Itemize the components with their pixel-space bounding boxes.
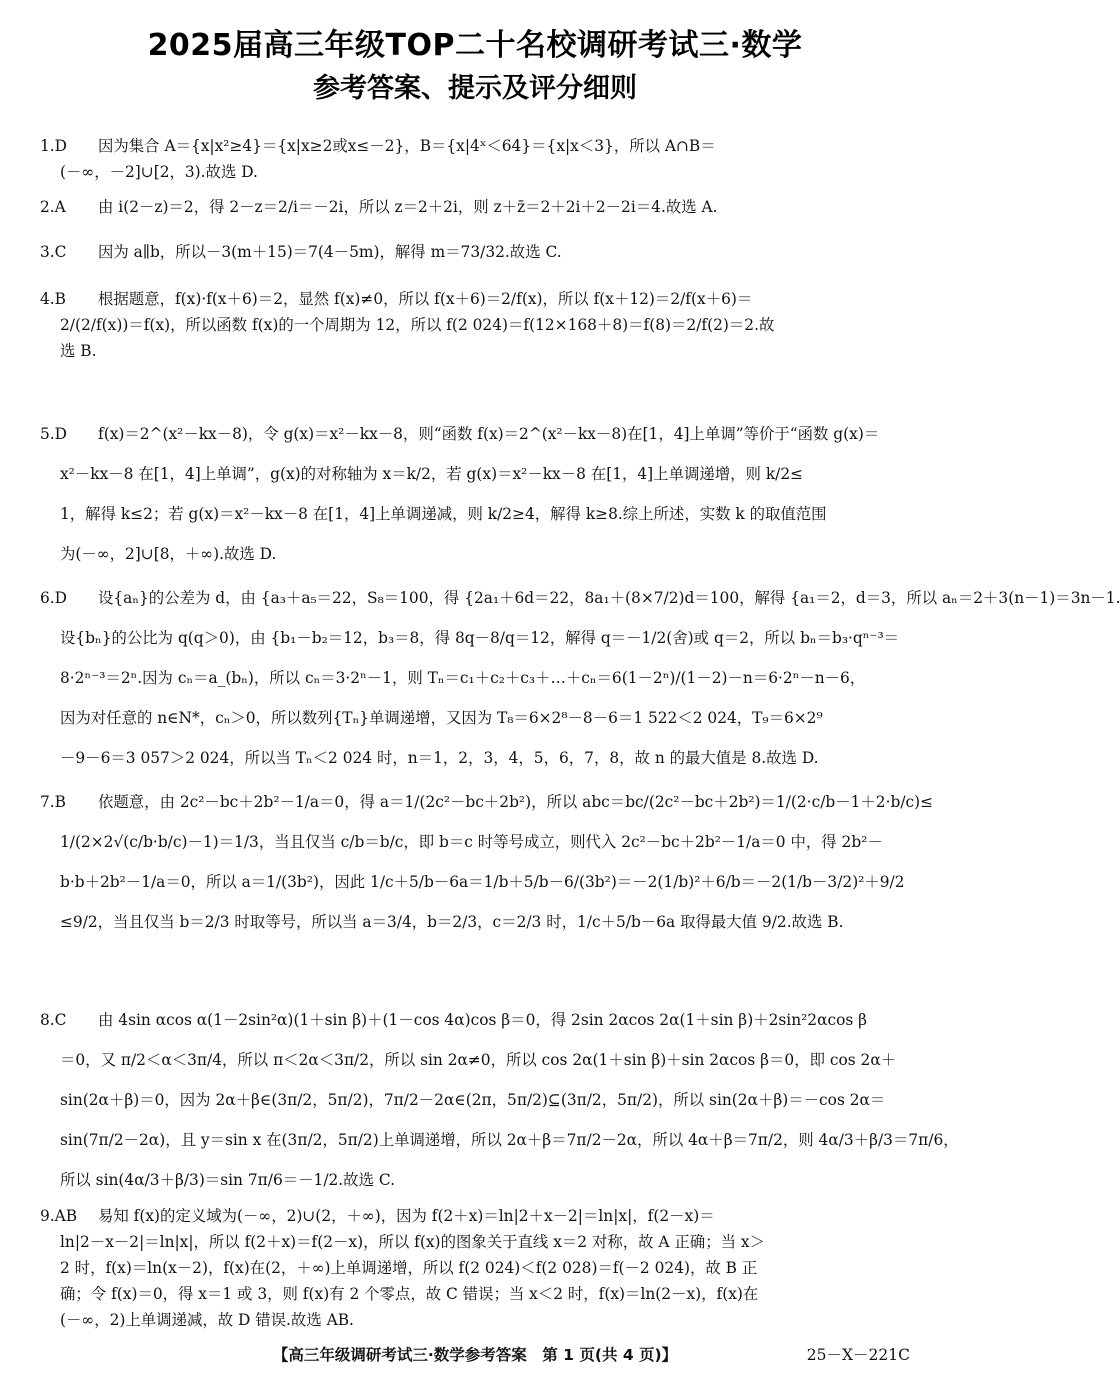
answer-number: 5.D (40, 425, 68, 443)
answer-text: 1，解得 k≤2；若 g(x)＝x²－kx－8 在[1，4]上单调递减，则 k/2≥4，解得 k≥8.综上所述，实数 k 的取值范围 (60, 505, 827, 523)
footer-page-info: 【高三年级调研考试三·数学参考答案 第 1 页(共 4 页)】 (272, 1346, 678, 1364)
answer-item (40, 1203, 914, 1333)
answer-item (40, 1000, 959, 1200)
answer-line (40, 1281, 914, 1307)
answer-text: sin(2α＋β)＝0，因为 2α＋β∈(3π/2，5π/2)，7π/2－2α∈(2π，5π/2)⊆(3π/2，5π/2)，所以 sin(2α＋β)＝－cos 2α＝ (60, 1091, 886, 1109)
answer-line (40, 494, 914, 534)
answer-text: 根据题意，f(x)·f(x＋6)＝2，显然 f(x)≠0，所以 f(x＋6)＝2/f(x)，所以 f(x＋12)＝2/f(x＋6)＝ (98, 290, 753, 308)
answer-text: 8·2ⁿ⁻³＝2ⁿ.因为 cₙ＝a_(bₙ)，所以 cₙ＝3·2ⁿ－1，则 Tₙ＝c₁＋c₂＋c₃＋…＋cₙ＝6(1－2ⁿ)/(1－2)－n＝6·2ⁿ－n－6， (60, 669, 866, 687)
answer-line (40, 698, 914, 738)
answer-text: －9－6＝3 057＞2 024，所以当 Tₙ＜2 024 时，n＝1，2，3，4，5，6，7，8，故 n 的最大值是 8.故选 D. (60, 749, 819, 767)
answer-text: 易知 f(x)的定义域为(－∞，2)∪(2，＋∞)，因为 f(2＋x)＝ln|2＋x－2|＝ln|x|，f(2－x)＝ (98, 1207, 715, 1225)
answer-item (40, 194, 914, 220)
answer-text: 2 时，f(x)＝ln(x－2)，f(x)在(2，＋∞)上单调递增，所以 f(2 024)＜f(2 028)＝f(－2 024)，故 B 正 (60, 1259, 758, 1277)
answer-line (40, 159, 914, 185)
answer-line (40, 1229, 914, 1255)
answer-number: 9.AB (40, 1207, 78, 1225)
answer-line (40, 658, 914, 698)
answer-text: (－∞，－2]∪[2，3).故选 D. (60, 163, 258, 181)
answer-line (40, 822, 914, 862)
answer-line (40, 1307, 914, 1333)
answer-number: 8.C (40, 1011, 67, 1029)
answer-text: 所以 sin(4α/3＋β/3)＝sin 7π/6＝－1/2.故选 C. (60, 1171, 395, 1189)
answer-line (40, 194, 914, 220)
answer-line (40, 738, 914, 778)
answer-text: 为(－∞，2]∪[8，＋∞).故选 D. (60, 545, 277, 563)
answer-text: 因为 a∥b，所以－3(m＋15)＝7(4－5m)，解得 m＝73/32.故选 C. (98, 243, 562, 261)
answer-item (40, 414, 914, 574)
answer-text: ＝0，又 π/2＜α＜3π/4，所以 π＜2α＜3π/2，所以 sin 2α≠0，所以 cos 2α(1＋sin β)＋sin 2αcos β＝0，即 cos 2α＋ (60, 1051, 897, 1069)
answer-text: 1/(2×2√(c/b·b/c)－1)＝1/3，当且仅当 c/b＝b/c，即 b＝c 时等号成立，则代入 2c²－bc＋2b²－1/a＝0 中，得 2b²－ (60, 833, 883, 851)
answer-text: f(x)＝2^(x²－kx－8)，令 g(x)＝x²－kx－8，则“函数 f(x)＝2^(x²－kx－8)在[1，4]上单调”等价于“函数 g(x)＝ (98, 425, 880, 443)
answer-line (40, 1255, 914, 1281)
answer-line (40, 286, 914, 312)
answer-line (40, 862, 914, 902)
answer-item (40, 578, 1120, 778)
answer-text: ln|2－x－2|＝ln|x|，所以 f(2＋x)＝f(2－x)，所以 f(x)的图象关于直线 x＝2 对称，故 A 正确；当 x＞ (60, 1233, 765, 1251)
answer-text: 依题意，由 2c²－bc＋2b²－1/a＝0，得 a＝1/(2c²－bc＋2b²)，所以 abc＝bc/(2c²－bc＋2b²)＝1/(2·c/b－1＋2·b/c)≤ (98, 793, 934, 811)
answer-text: 设{aₙ}的公差为 d，由 {a₃＋a₅＝22，S₈＝100，得 {2a₁＋6d＝22，8a₁＋(8×7/2)d＝100，解得 {a₁＝2，d＝3，所以 aₙ＝2＋3(n－1)＝3n－1. (98, 589, 1120, 607)
answer-text: (－∞，2)上单调递减，故 D 错误.故选 AB. (60, 1311, 354, 1329)
answer-text: 设{bₙ}的公比为 q(q＞0)，由 {b₁－b₂＝12，b₃＝8，得 8q－8/q＝12，解得 q＝－1/2(舍)或 q＝2，所以 bₙ＝b₃·qⁿ⁻³＝ (60, 629, 900, 647)
answer-number: 3.C (40, 243, 67, 261)
answer-text: 由 i(2－z)＝2，得 2－z＝2/i＝－2i，所以 z＝2＋2i，则 z＋z̄＝2＋2i＋2－2i＝4.故选 A. (98, 198, 718, 216)
answer-line (40, 1080, 914, 1120)
page-title: 2025届高三年级TOP二十名校调研考试三·数学 (147, 28, 803, 63)
answer-text: 选 B. (60, 342, 97, 360)
answer-number: 4.B (40, 290, 66, 308)
answer-line (40, 578, 1120, 618)
answer-number: 6.D (40, 589, 68, 607)
answer-line (40, 239, 914, 265)
answer-line (40, 312, 914, 338)
answer-line (40, 414, 914, 454)
answer-text: ≤9/2，当且仅当 b＝2/3 时取等号，所以当 a＝3/4，b＝2/3，c＝2/3 时，1/c＋5/b－6a 取得最大值 9/2.故选 B. (60, 913, 844, 931)
answer-line (40, 618, 914, 658)
answer-line (40, 133, 914, 159)
answer-item (40, 286, 914, 364)
answer-item (40, 239, 914, 265)
answer-line (40, 1160, 914, 1200)
answer-number: 1.D (40, 137, 68, 155)
answer-line (40, 1203, 914, 1229)
answer-line (40, 1000, 914, 1040)
answer-line (40, 1040, 914, 1080)
answer-text: 由 4sin αcos α(1－2sin²α)(1＋sin β)＋(1－cos 4α)cos β＝0，得 2sin 2αcos 2α(1＋sin β)＋2sin²2αcos β (98, 1011, 868, 1029)
answer-line (40, 1120, 959, 1160)
answer-item (40, 133, 914, 185)
answer-text: 因为集合 A＝{x|x²≥4}＝{x|x≥2或x≤－2}，B＝{x|4ˣ＜64}＝{x|x＜3}，所以 A∩B＝ (98, 137, 716, 155)
answer-text: x²－kx－8 在[1，4]上单调”，g(x)的对称轴为 x＝k/2，若 g(x)＝x²－kx－8 在[1，4]上单调递增，则 k/2≤ (60, 465, 804, 483)
answer-number: 7.B (40, 793, 66, 811)
answer-line (40, 338, 914, 364)
answer-text: b·b＋2b²－1/a＝0，所以 a＝1/(3b²)，因此 1/c＋5/b－6a＝1/b＋5/b－6/(3b²)＝－2(1/b)²＋6/b＝－2(1/b－3/2)²＋9/2 (60, 873, 905, 891)
answer-line (40, 782, 934, 822)
answer-number: 2.A (40, 198, 66, 216)
answer-text: sin(7π/2－2α)，且 y＝sin x 在(3π/2，5π/2)上单调递增，所以 2α＋β＝7π/2－2α，所以 4α＋β＝7π/2，则 4α/3＋β/3＝7π/6， (60, 1131, 959, 1149)
answer-line (40, 454, 914, 494)
answer-text: 因为对任意的 n∈N*，cₙ＞0，所以数列{Tₙ}单调递增，又因为 T₈＝6×2⁸－8－6＝1 522＜2 024，T₉＝6×2⁹ (60, 709, 823, 727)
answer-item (40, 782, 934, 942)
footer-code: 25－X－221C (806, 1346, 910, 1364)
page-subtitle: 参考答案、提示及评分细则 (313, 73, 637, 104)
answer-text: 2/(2/f(x))＝f(x)，所以函数 f(x)的一个周期为 12，所以 f(2 024)＝f(12×168＋8)＝f(8)＝2/f(2)＝2.故 (60, 316, 775, 334)
answer-line (40, 534, 914, 574)
answer-text: 确；令 f(x)＝0，得 x＝1 或 3，则 f(x)有 2 个零点，故 C 错误；当 x＜2 时，f(x)＝ln(2－x)，f(x)在 (60, 1285, 759, 1303)
answer-line (40, 902, 914, 942)
